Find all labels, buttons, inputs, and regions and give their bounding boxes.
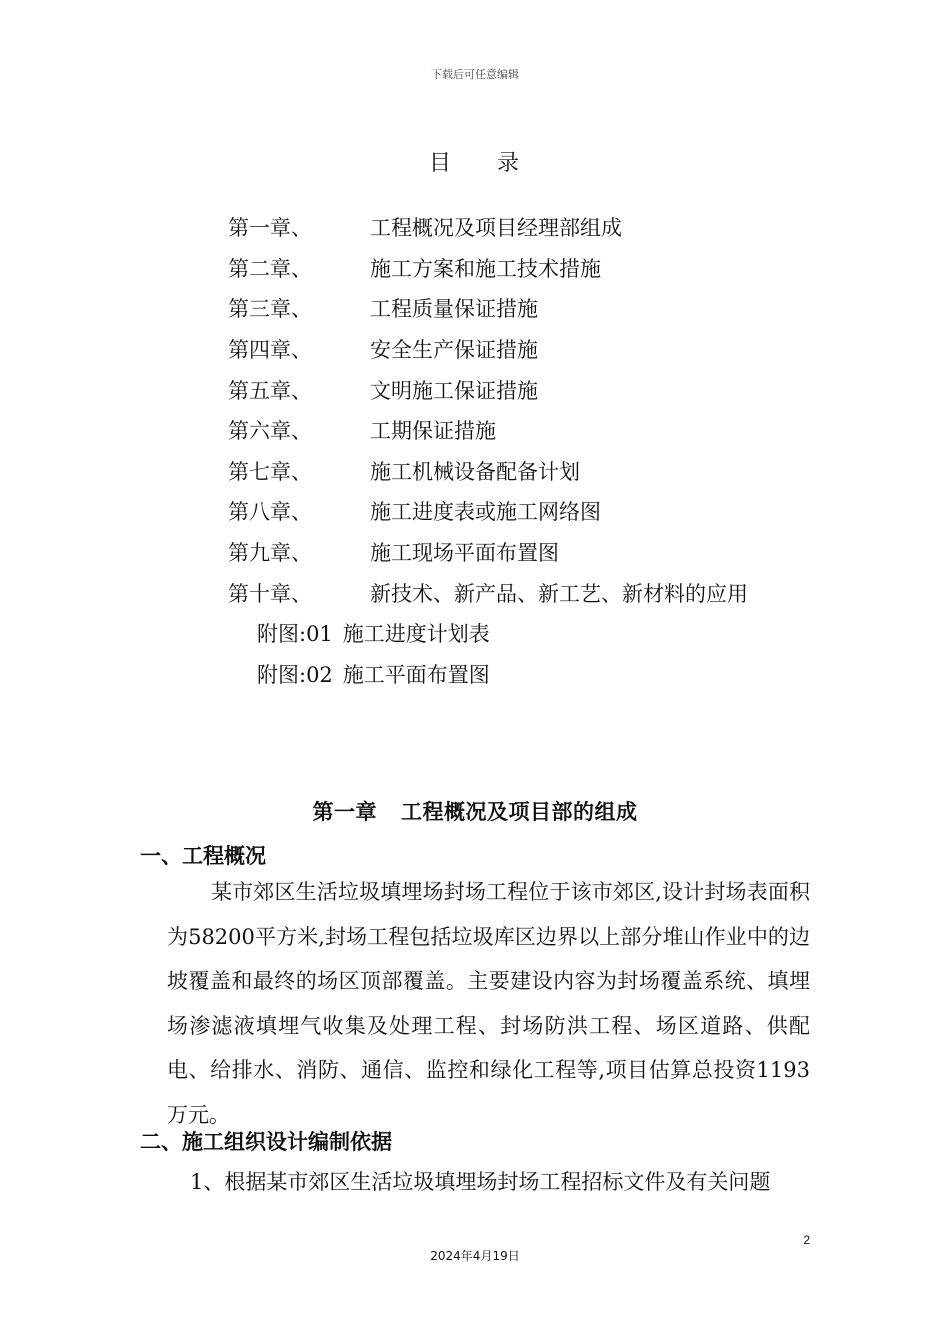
toc-chapter-title: 工程概况及项目经理部组成 (370, 216, 622, 241)
page-header: 下载后可任意编辑 (431, 68, 519, 81)
toc-chapter-number: 第四章、 (228, 338, 312, 363)
chapter-number: 第一章 (312, 799, 377, 824)
toc-chapter-number: 第九章、 (228, 541, 312, 566)
basis-item: 1、根据某市郊区生活垃圾填埋场封场工程招标文件及有关问题 (190, 1170, 771, 1194)
table-of-contents (228, 207, 828, 694)
toc-entry (228, 288, 828, 329)
toc-title-char-1: 目 (428, 151, 453, 176)
section-heading-overview: 一、工程概况 (140, 844, 266, 868)
toc-entry (228, 369, 828, 410)
toc-appendix-entry (228, 613, 828, 654)
footer-date: 2024年4月19日 (430, 1249, 520, 1263)
toc-entry (228, 491, 828, 532)
toc-entry (228, 410, 828, 451)
overview-paragraph: 某市郊区生活垃圾填埋场封场工程位于该市郊区,设计封场表面积为58200平方米,封场工程包括垃圾库区边界以上部分堆山作业中的边坡覆盖和最终的场区顶部覆盖。主要建设内容为封场覆盖系统、填埋场渗滤液填埋气收集及处理工程、封场防洪工程、场区道路、供配电、给排水、消防、通信、监控和绿化工程等,项目估算总投资1193万元。 (167, 880, 810, 1127)
toc-appendix-title: 施工进度计划表 (342, 622, 490, 647)
toc-chapter-number: 第二章、 (228, 256, 312, 281)
toc-title-char-2: 录 (497, 151, 522, 176)
chapter-title: 工程概况及项目部的组成 (401, 799, 638, 824)
toc-chapter-number: 第八章、 (228, 500, 312, 525)
toc-chapter-title: 工期保证措施 (370, 419, 496, 444)
toc-chapter-number: 第五章、 (228, 378, 312, 403)
toc-chapter-title: 工程质量保证措施 (370, 297, 538, 322)
toc-chapter-title: 新技术、新产品、新工艺、新材料的应用 (370, 581, 748, 606)
toc-appendix-title: 施工平面布置图 (342, 662, 490, 687)
toc-title (0, 146, 950, 177)
toc-entry (228, 572, 828, 613)
toc-chapter-title: 文明施工保证措施 (370, 378, 538, 403)
toc-chapter-number: 第六章、 (228, 419, 312, 444)
toc-chapter-number: 第十章、 (228, 581, 312, 606)
toc-entry (228, 329, 828, 370)
toc-chapter-title: 安全生产保证措施 (370, 338, 538, 363)
toc-chapter-title: 施工机械设备配备计划 (370, 459, 580, 484)
toc-entry (228, 248, 828, 289)
toc-entry (228, 207, 828, 248)
toc-entry (228, 451, 828, 492)
toc-chapter-title: 施工进度表或施工网络图 (370, 500, 601, 525)
section-heading-basis: 二、施工组织设计编制依据 (140, 1130, 392, 1154)
toc-chapter-title: 施工方案和施工技术措施 (370, 256, 601, 281)
toc-chapter-number: 第一章、 (228, 216, 312, 241)
page-number: 2 (803, 1233, 810, 1247)
toc-chapter-title: 施工现场平面布置图 (370, 541, 559, 566)
toc-chapter-number: 第七章、 (228, 459, 312, 484)
toc-chapter-number: 第三章、 (228, 297, 312, 322)
toc-appendix-entry (228, 654, 828, 695)
chapter-heading (0, 796, 950, 826)
toc-entry (228, 532, 828, 573)
toc-appendix-number: 附图:01 (257, 622, 333, 647)
toc-appendix-number: 附图:02 (257, 662, 333, 687)
